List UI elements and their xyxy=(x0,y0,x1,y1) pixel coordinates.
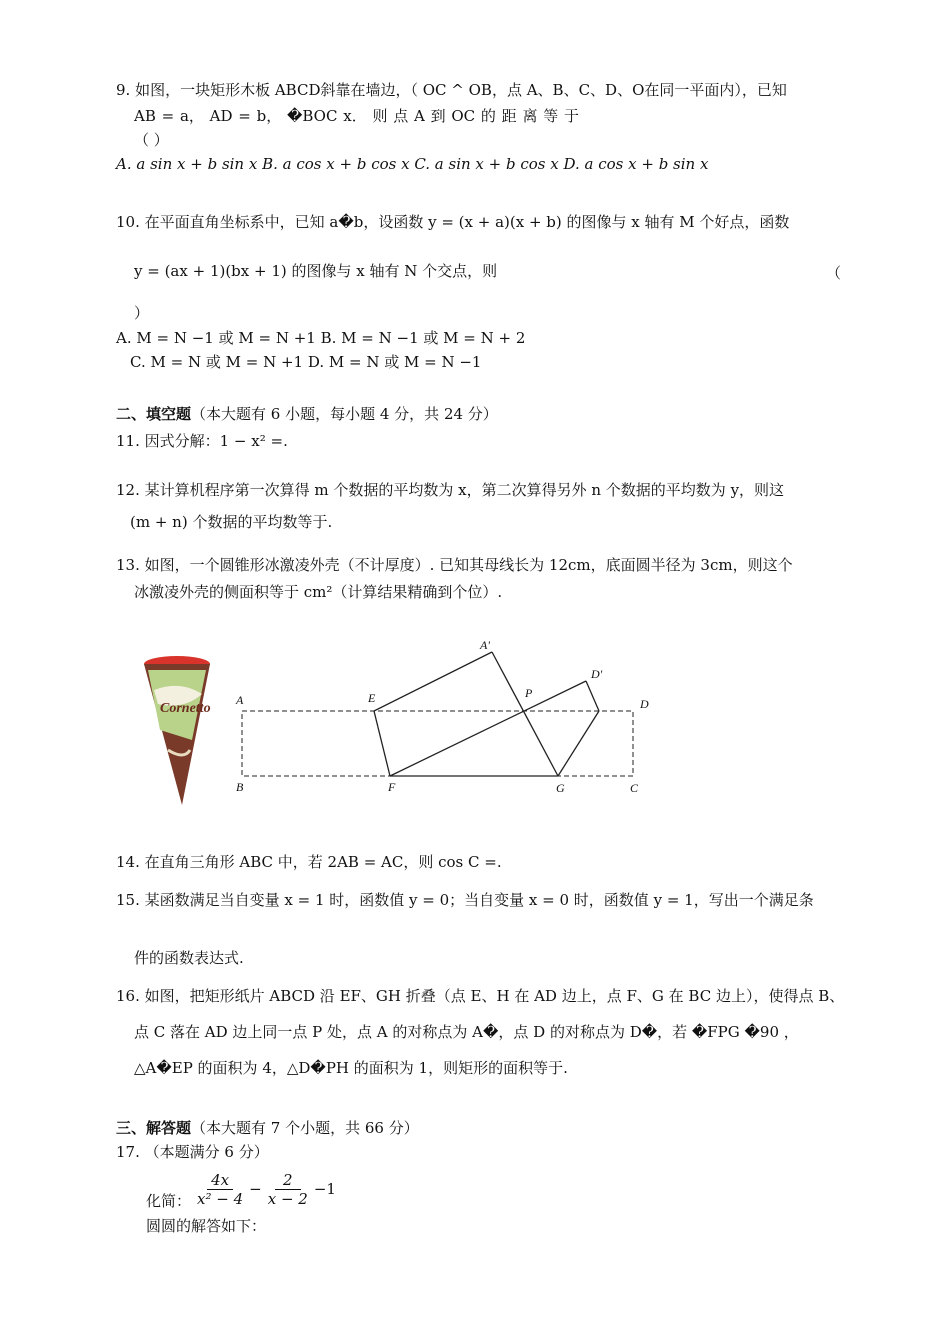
q13-line1: 13. 如图，一个圆锥形冰激凌外壳（不计厚度）. 已知其母线长为 12cm，底面圆半径为 3cm，则这个 xyxy=(116,556,793,574)
q9-options: A. a sin x + b sin x B. a cos x + b cos x C. a sin x + b cos x D. a cos x + b sin x xyxy=(116,155,709,173)
label-p: P xyxy=(525,686,533,700)
ice-cream-cone-image xyxy=(144,656,211,805)
q17-fraction-2 xyxy=(266,1171,310,1208)
label-f: F xyxy=(388,780,396,794)
q17-answer-intro: 圆圆的解答如下： xyxy=(146,1217,267,1235)
q12-line1: 12. 某计算机程序第一次算得 m 个数据的平均数为 x，第二次算得另外 n 个数据的平均数为 y，则这 xyxy=(116,481,785,499)
q16-line1: 16. 如图，把矩形纸片 ABCD 沿 EF、GH 折叠（点 E、H 在 AD 边上，点 F、G 在 BC 边上），使得点 B、 xyxy=(116,987,845,1005)
q17-frac2-den: x − 2 xyxy=(267,1189,308,1208)
q13-line2: 冰激凌外壳的侧面积等于 cm²（计算结果精确到个位）. xyxy=(134,583,503,601)
label-d-prime: D' xyxy=(591,667,603,681)
q10-line1: 10. 在平面直角坐标系中，已知 a�b，设函数 y = (x + a)(x + b) 的图像与 x 轴有 M 个好点，函数 xyxy=(116,213,790,231)
q17-frac2-num: 2 xyxy=(275,1171,301,1190)
figures xyxy=(140,630,660,810)
q10-options-cd: C. M = N 或 M = N +1 D. M = N 或 M = N −1 xyxy=(130,353,482,371)
section2-note: （本大题有 6 小题，每小题 4 分，共 24 分） xyxy=(191,405,498,423)
q16-line2: 点 C 落在 AD 边上同一点 P 处，点 A 的对称点为 A�，点 D 的对称点为 D�，若 �FPG �90 ， xyxy=(134,1023,799,1041)
label-e: E xyxy=(368,691,376,705)
q17-frac1-den: x² − 4 xyxy=(197,1189,244,1208)
q10-options-ab: A. M = N −1 或 M = N +1 B. M = N −1 或 M = N + 2 xyxy=(116,329,526,347)
label-a: A xyxy=(236,693,244,707)
q17-minus: − xyxy=(249,1180,262,1198)
q17-simplify-label: 化简： xyxy=(146,1191,192,1210)
fold-lines xyxy=(374,652,599,776)
q17-expression xyxy=(146,1164,336,1214)
section2-title: 二、填空题 xyxy=(116,405,192,423)
q11: 11. 因式分解：1 − x² =. xyxy=(116,432,288,450)
q9-line2: AB = a， AD = b， �BOC x． 则 点 A 到 OC 的 距 离 等 于 xyxy=(134,107,579,125)
q12-line2: (m + n) 个数据的平均数等于. xyxy=(130,513,333,531)
q17-fraction-1 xyxy=(195,1171,245,1208)
q17-frac1-num: 4x xyxy=(207,1171,233,1190)
section3-title: 三、解答题 xyxy=(116,1119,192,1137)
section3-heading xyxy=(116,1118,419,1138)
q10-paren-close: ） xyxy=(134,304,150,322)
section3-note: （本大题有 7 个小题，共 66 分） xyxy=(191,1119,419,1137)
q14: 14. 在直角三角形 ABC 中，若 2AB = AC，则 cos C =. xyxy=(116,853,502,871)
q9-line1: 9. 如图，一块矩形木板 ABCD斜靠在墙边，（ OC ^ OB，点 A、B、C、D、O在同一平面内），已知 xyxy=(116,81,787,99)
q16-line3: △A�EP 的面积为 4，△D�PH 的面积为 1，则矩形的面积等于. xyxy=(134,1059,568,1077)
q15-line2: 件的函数表达式. xyxy=(134,949,244,967)
figures-svg xyxy=(140,630,660,810)
rect-abcd xyxy=(242,711,633,776)
label-b: B xyxy=(236,780,244,794)
label-c: C xyxy=(630,781,639,795)
svg-text:Cornetto: Cornetto xyxy=(160,701,211,716)
q15-line1: 15. 某函数满足当自变量 x = 1 时，函数值 y = 0；当自变量 x = 0 时，函数值 y = 1，写出一个满足条 xyxy=(116,891,814,909)
q10-paren-open: （ xyxy=(826,264,842,282)
q9-answer-paren: （ ） xyxy=(134,131,169,149)
q10-line2: y = (ax + 1)(bx + 1) 的图像与 x 轴有 N 个交点，则 xyxy=(134,262,498,280)
section2-heading xyxy=(116,404,498,424)
label-a-prime: A' xyxy=(480,638,490,652)
label-g: G xyxy=(556,781,565,795)
label-d: D xyxy=(640,697,649,711)
q17-tail: −1 xyxy=(313,1180,336,1198)
q17-title: 17. （本题满分 6 分） xyxy=(116,1143,269,1161)
